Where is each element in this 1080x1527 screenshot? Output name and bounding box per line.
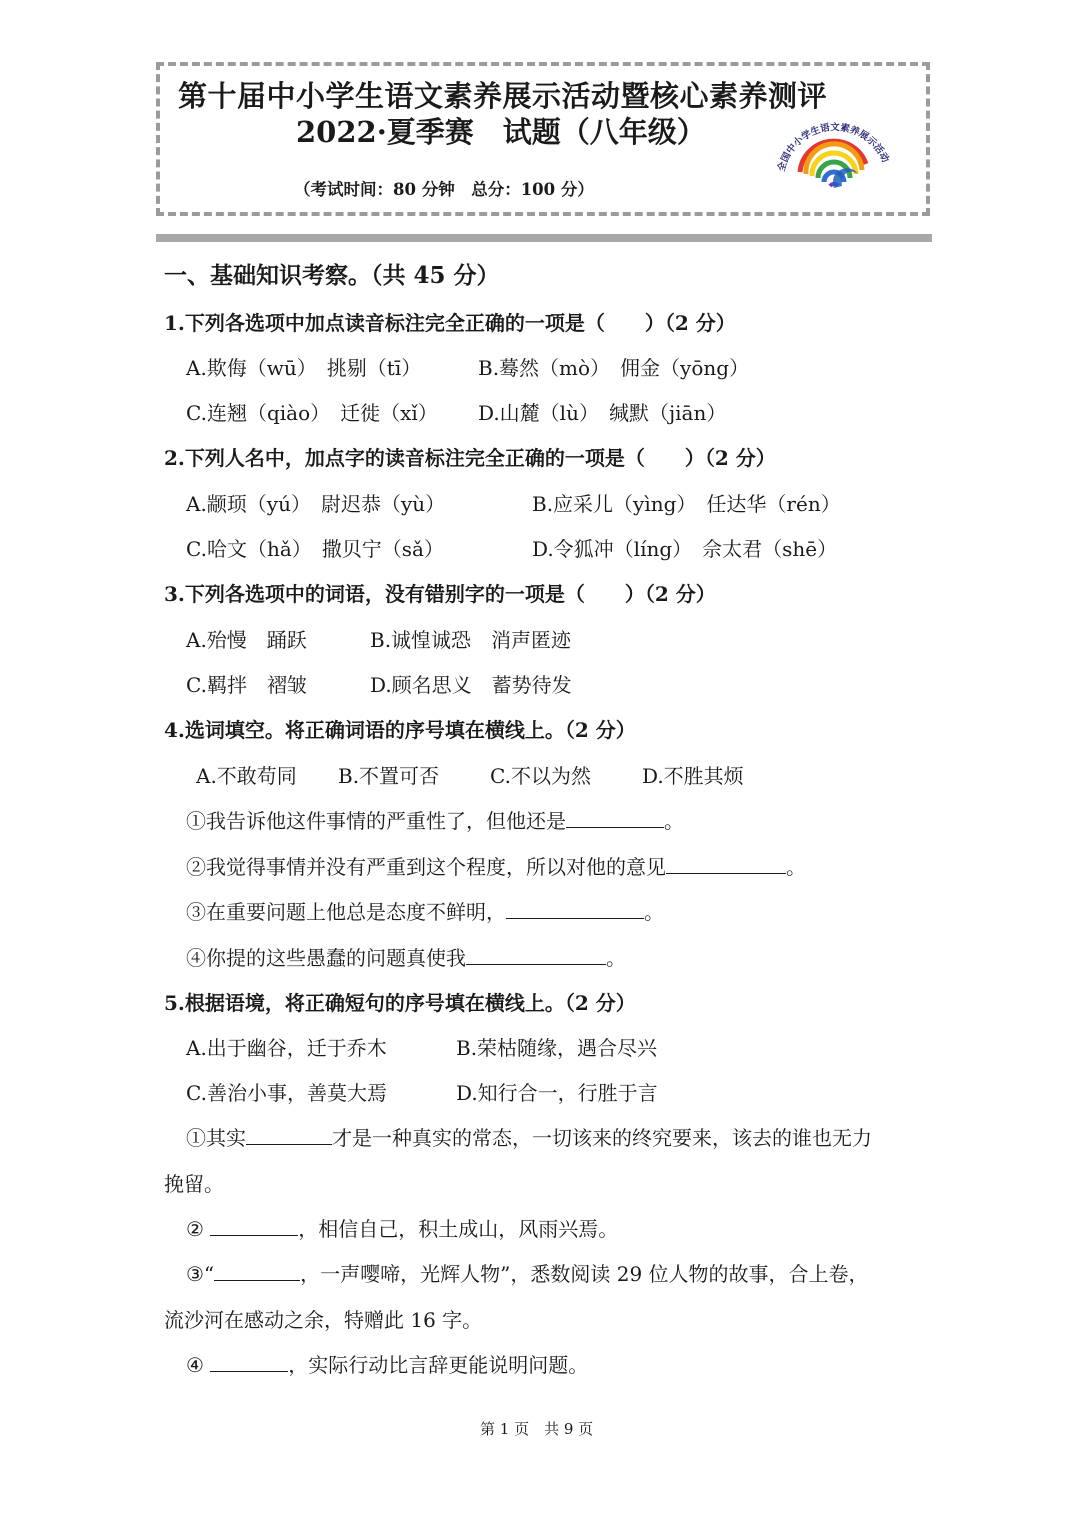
- question-3-stem: 3.下列各选项中的词语，没有错别字的一项是（ ）（2 分）: [164, 582, 716, 606]
- question-5-sentence-2: [186, 1213, 618, 1242]
- sentence-text: ④你提的这些愚蠢的问题真使我: [186, 946, 466, 970]
- question-3-option-d: D.顾名思义 蓄势待发: [370, 673, 572, 697]
- sentence-text: ③在重要问题上他总是态度不鲜明，: [186, 900, 506, 924]
- question-4-sentence-4: [186, 942, 626, 971]
- swirl-logo-icon: [770, 100, 894, 200]
- sentence-end: 。: [606, 946, 626, 970]
- sentence-text: ④: [186, 1353, 204, 1377]
- question-4-option-c: C.不以为然: [490, 764, 591, 788]
- question-1-option-a: A.欺侮（wū） 挑剔（tī）: [186, 356, 422, 380]
- question-2-option-a: A.颛顼（yú） 尉迟恭（yù）: [186, 492, 446, 516]
- question-5-sentence-4: [186, 1349, 588, 1378]
- sentence-text: ②: [186, 1217, 204, 1241]
- answer-blank[interactable]: [210, 1215, 298, 1236]
- logo-text: 全国中小学生语文素养展示活动: [776, 122, 891, 173]
- sentence-text: ②我觉得事情并没有严重到这个程度，所以对他的意见: [186, 855, 666, 879]
- sentence-end: 。: [644, 900, 664, 924]
- question-1-stem: 1.下列各选项中加点读音标注完全正确的一项是（ ）（2 分）: [164, 311, 736, 335]
- question-1-option-d: D.山麓（lù） 缄默（jiān）: [478, 401, 727, 425]
- sentence-text-cont: 才是一种真实的常态，一切该来的终究要来，该去的谁也无力: [332, 1126, 872, 1150]
- svg-text:全国中小学生语文素养展示活动: [775, 121, 892, 173]
- question-5-stem: 5.根据语境，将正确短句的序号填在横线上。（2 分）: [164, 991, 636, 1015]
- sentence-text: ③“: [186, 1262, 215, 1286]
- question-5-sentence-1-wrap: 挽留。: [164, 1172, 224, 1196]
- question-4-option-a: A.不敢苟同: [196, 764, 297, 788]
- question-5-sentence-1: [186, 1122, 872, 1151]
- question-5-option-d: D.知行合一，行胜于言: [456, 1081, 658, 1105]
- sentence-end: 。: [786, 855, 806, 879]
- question-2-option-b: B.应采儿（yìng） 任达华（rén）: [532, 492, 841, 516]
- question-4-sentence-3: [186, 896, 664, 925]
- answer-blank[interactable]: [566, 807, 664, 828]
- question-3-option-a: A.殆慢 踊跃: [186, 628, 307, 652]
- section-title: 一、基础知识考察。（共 45 分）: [164, 262, 500, 289]
- answer-blank[interactable]: [214, 1260, 300, 1281]
- exam-subtitle: 2022·夏季赛 试题（八年级）: [296, 115, 706, 149]
- sentence-text: ①其实: [186, 1126, 246, 1150]
- sentence-end: 。: [664, 809, 684, 833]
- answer-blank[interactable]: [506, 898, 644, 919]
- answer-blank[interactable]: [246, 1124, 332, 1145]
- header-divider: [156, 234, 932, 242]
- answer-blank[interactable]: [666, 853, 786, 874]
- question-5-sentence-3: [186, 1258, 869, 1287]
- question-5-sentence-3-wrap: 流沙河在感动之余，特赠此 16 字。: [164, 1308, 483, 1332]
- answer-blank[interactable]: [466, 944, 606, 965]
- question-5-option-a: A.出于幽谷，迁于乔木: [186, 1036, 387, 1060]
- question-5-option-b: B.荣枯随缘，遇合尽兴: [456, 1036, 658, 1060]
- question-4-sentence-2: [186, 851, 806, 880]
- question-1-option-b: B.蓦然（mò） 佣金（yōng）: [478, 356, 750, 380]
- sentence-text-cont: ，实际行动比言辞更能说明问题。: [288, 1353, 589, 1377]
- sentence-text: ①我告诉他这件事情的严重性了，但他还是: [186, 809, 566, 833]
- sentence-text-cont: ，相信自己，积土成山，风雨兴焉。: [298, 1217, 619, 1241]
- exam-title: 第十届中小学生语文素养展示活动暨核心素养测评: [178, 79, 828, 113]
- question-2-stem: 2.下列人名中，加点字的读音标注完全正确的一项是（ ）（2 分）: [164, 446, 776, 470]
- question-4-stem: 4.选词填空。将正确词语的序号填在横线上。（2 分）: [164, 718, 636, 742]
- answer-blank[interactable]: [210, 1351, 288, 1372]
- question-2-option-d: D.令狐冲（líng） 佘太君（shē）: [532, 537, 838, 561]
- sentence-text-cont: ，一声嘤啼，光辉人物”，悉数阅读 29 位人物的故事，合上卷，: [300, 1262, 869, 1286]
- question-4-option-b: B.不置可否: [338, 764, 440, 788]
- question-5-option-c: C.善治小事，善莫大焉: [186, 1081, 387, 1105]
- question-3-option-b: B.诚惶诚恐 消声匿迹: [370, 628, 572, 652]
- question-4-option-d: D.不胜其烦: [642, 764, 744, 788]
- exam-info: （考试时间：80 分钟 总分：100 分）: [294, 180, 594, 199]
- page-number: 第 1 页 共 9 页: [480, 1420, 594, 1438]
- question-1-option-c: C.连翘（qiào） 迁徙（xǐ）: [186, 401, 438, 425]
- question-2-option-c: C.哈文（hǎ） 撒贝宁（sǎ）: [186, 537, 444, 561]
- question-4-sentence-1: [186, 805, 684, 834]
- question-3-option-c: C.羁拌 褶皱: [186, 673, 307, 697]
